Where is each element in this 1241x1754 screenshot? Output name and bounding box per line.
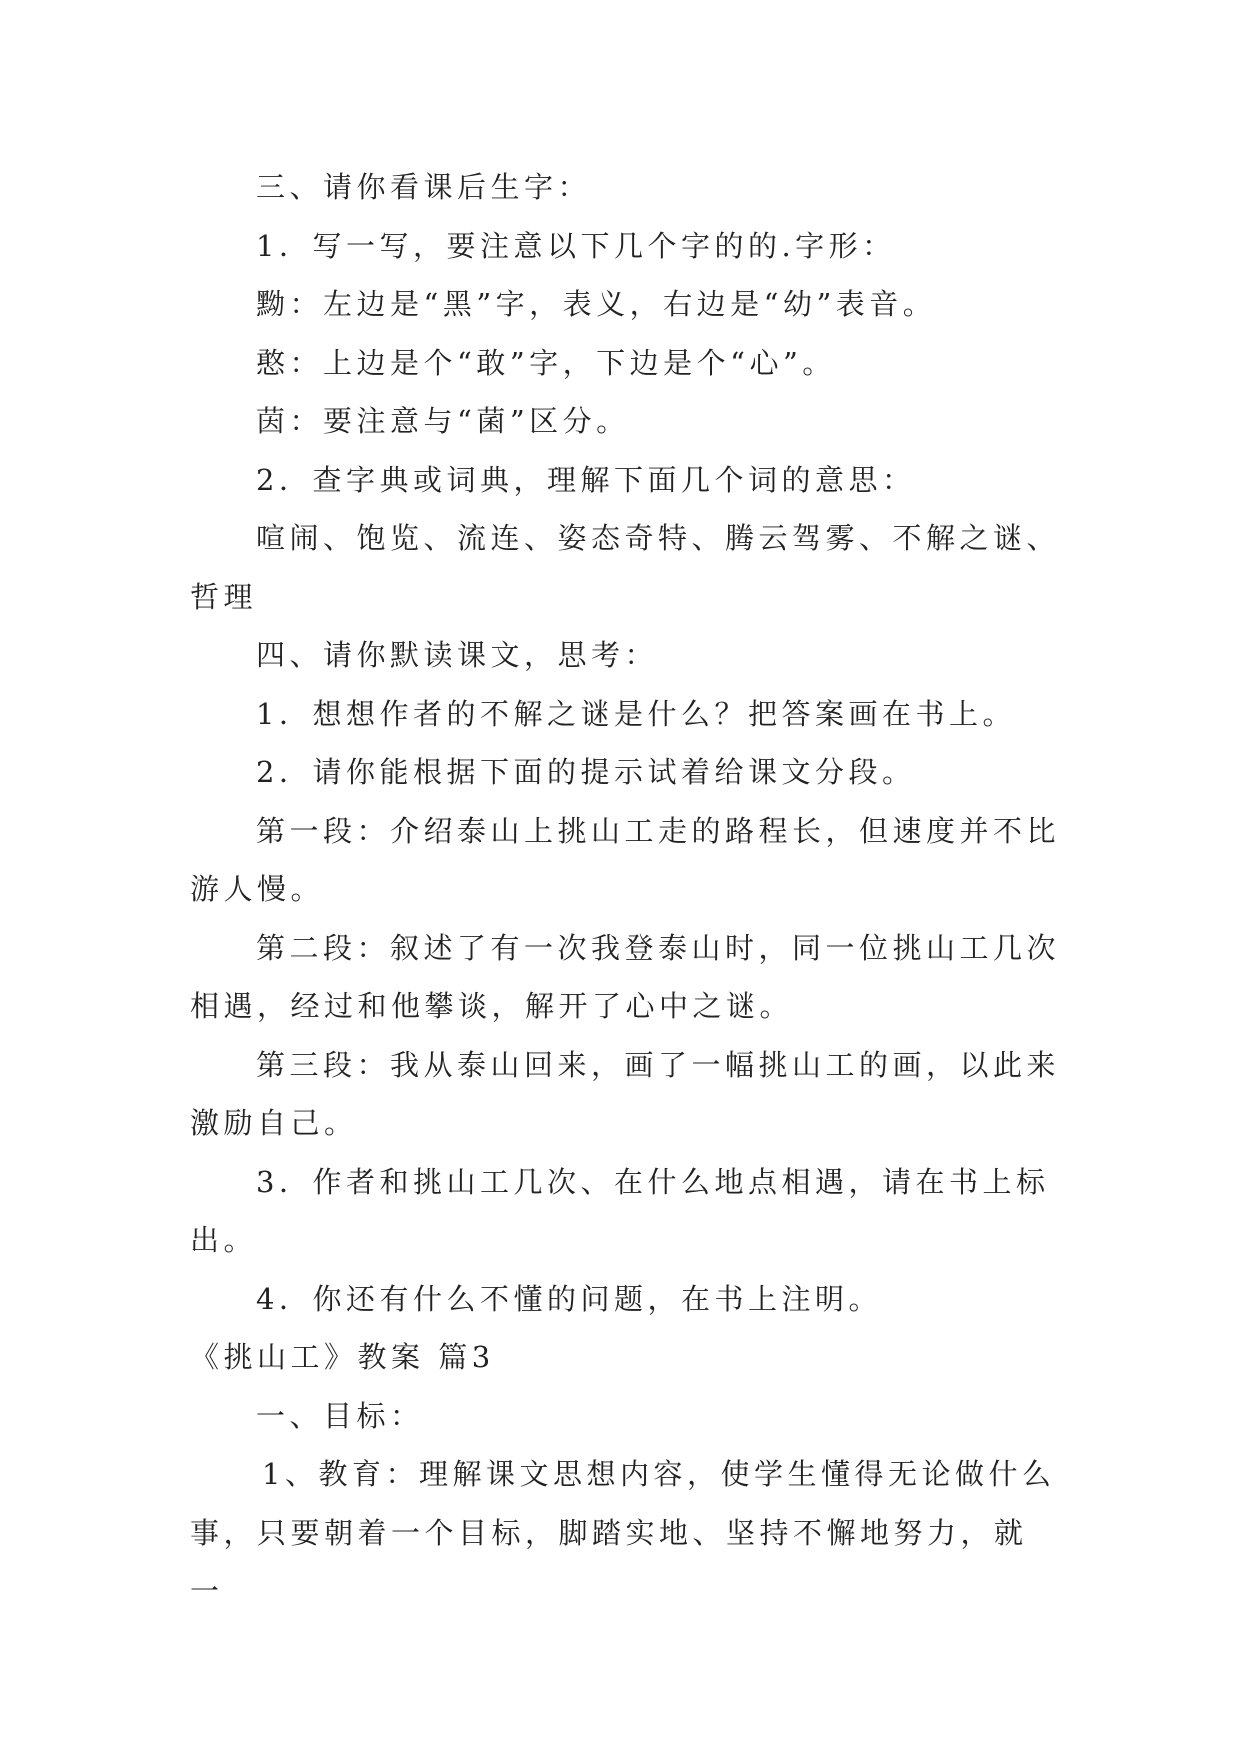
list-item: 茵：要注意与“菌”区分。	[256, 404, 630, 438]
list-item: 2．请你能根据下面的提示试着给课文分段。	[256, 755, 916, 789]
section-heading-objectives: 一、目标：	[256, 1398, 424, 1433]
document-body	[190, 158, 1060, 1621]
list-item: 1．写一写，要注意以下几个字的的.字形：	[256, 228, 896, 263]
lesson-plan-title: 《挑山工》教案 篇3	[190, 1340, 495, 1374]
list-item: 2．查字典或词典，理解下面几个词的意思：	[256, 462, 916, 497]
paragraph-part-2: 第二段：叙述了有一次我登泰山时，同一位挑山工几次相遇，经过和他攀谈，解开了心中之谜。	[190, 930, 1061, 1023]
paragraph-part-1: 第一段：介绍泰山上挑山工走的路程长，但速度并不比游人慢。	[190, 813, 1061, 906]
objective-item: 1、教育：理解课文思想内容，使学生懂得无论做什么事，只要朝着一个目标，脚踏实地、坚持不懈地努力，就一	[190, 1457, 1056, 1608]
list-item: 憨：上边是个“敢”字，下边是个“心”。	[256, 345, 836, 380]
section-heading-4: 四、请你默读课文，思考：	[256, 638, 659, 672]
vocabulary-list: 喧闹、饱览、流连、姿态奇特、腾云驾雾、不解之谜、哲理	[190, 521, 1061, 614]
list-item: 1．想想作者的不解之谜是什么？把答案画在书上。	[256, 696, 1016, 731]
section-heading-3: 三、请你看课后生字：	[256, 170, 592, 204]
list-item: 黝：左边是“黑”字，表义，右边是“幼”表音。	[256, 287, 937, 321]
list-item: 4．你还有什么不懂的问题，在书上注明。	[256, 1281, 882, 1316]
list-item: 3．作者和挑山工几次、在什么地点相遇，请在书上标出。	[190, 1164, 1050, 1257]
paragraph-part-3: 第三段：我从泰山回来，画了一幅挑山工的画，以此来激励自己。	[190, 1047, 1061, 1140]
